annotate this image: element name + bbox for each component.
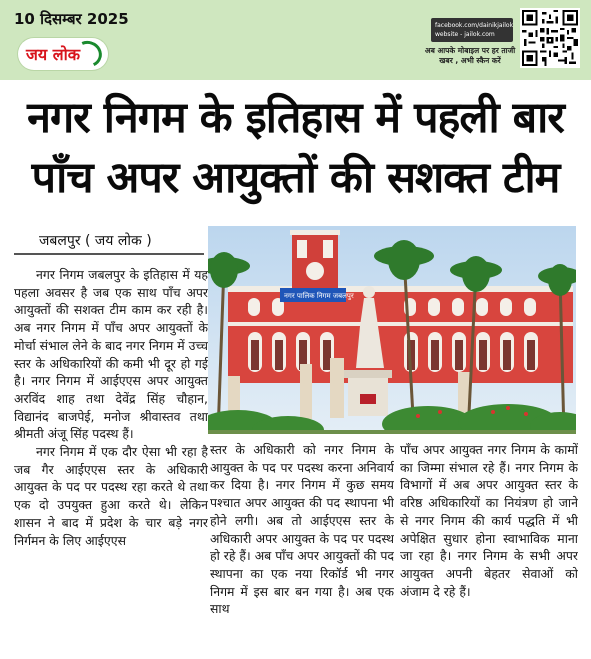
article-column-3 (400, 441, 578, 656)
article-paragraph: पाँच अपर आयुक्त नगर निगम के कामों का जिम्मा संभाल रहे हैं। नगर निगम के विभागों में अब अपर आयुक्त स्तर के वरिष्ठ अधिकारियों का नियंत्रण हो जाने से नगर निगम की कार्य पद्धति में भी अपेक्षित सुधार होना स्वाभाविक माना जा रहा है। नगर निगम के सभी अपर आयुक्त अपनी बेहतर सेवाओं को अंजाम दे रहे हैं। (400, 442, 578, 599)
qr-code-icon[interactable] (520, 8, 580, 68)
website-link[interactable]: website - jailok.com (435, 31, 495, 38)
masthead-bar (0, 0, 591, 80)
article-column-2 (210, 441, 394, 656)
headline-line-2: पाँच अपर आयुक्तों की सशक्त टीम (31, 153, 560, 203)
building-sign-text: नगर पालिक निगम जबलपुर (284, 292, 354, 300)
logo-text: जय लोक (26, 45, 81, 64)
article-paragraph: नगर निगम जबलपुर के इतिहास में यह पहला अवसर है जब एक साथ पाँच अपर आयुक्तों की सशक्त टीम काम कर रही है। अब नगर निगम में पाँच अपर आयुक्तों के मोर्चा संभाल लेने के बाद नगर निगम में उच्च स्तर के अधिकारियों की कमी भी दूर हो गई है। नगर निगम में आईएएस अपर आयुक्त अरविंद शाह तथा देवेंद्र सिंह चौहान, विद्यानंद बाजपेई, मनोज श्रीवास्तव तथा श्रीमती अंजू सिंह पदस्थ हैं। (14, 267, 208, 442)
article-paragraph: नगर निगम में एक दौर ऐसा भी रहा है जब गैर आईएएस स्तर के अधिकारी आयुक्त के पद पर पदस्थ रहा करते थे तथा एक दो उपयुक्त हुआ करते थे। लेकिन शासन ने बाद में प्रदेश के चार बड़े नगर निर्गमन के लिए आईएएस (14, 444, 208, 548)
municipal-building-photo (208, 226, 576, 434)
article-paragraph: स्तर के अधिकारी को नगर निगम के आयुक्त के पद पर पदस्थ करना अनिवार्य कर दिया है। नगर निगम में कुछ समय पश्चात अपर आयुक्त की पद स्थापना भी होने लगी। अब तो आईएएस स्तर के अधिकारी अपर आयुक्त के पद पर पदस्थ हो रहे हैं। अब पाँच अपर आयुक्तों की पद स्थापना का एक नया रिकॉर्ड भी नगर निगम में इस बार बन गया है। अब एक साथ (210, 442, 394, 617)
dateline: जबलपुर ( जय लोक ) (39, 233, 152, 249)
scan-prompt: अब आपके मोबाइल पर हर ताजी खबर , अभी स्कैन करें (424, 46, 516, 65)
article-column-1 (14, 266, 208, 656)
brand-logo[interactable] (18, 38, 108, 70)
issue-date: 10 दिसम्बर 2025 (14, 10, 129, 28)
dateline-rule (14, 253, 204, 255)
facebook-link[interactable]: facebook.com/dainikjailok (435, 22, 514, 29)
headline-line-1: नगर निगम के इतिहास में पहली बार (27, 93, 564, 143)
social-links-box[interactable] (431, 18, 513, 42)
